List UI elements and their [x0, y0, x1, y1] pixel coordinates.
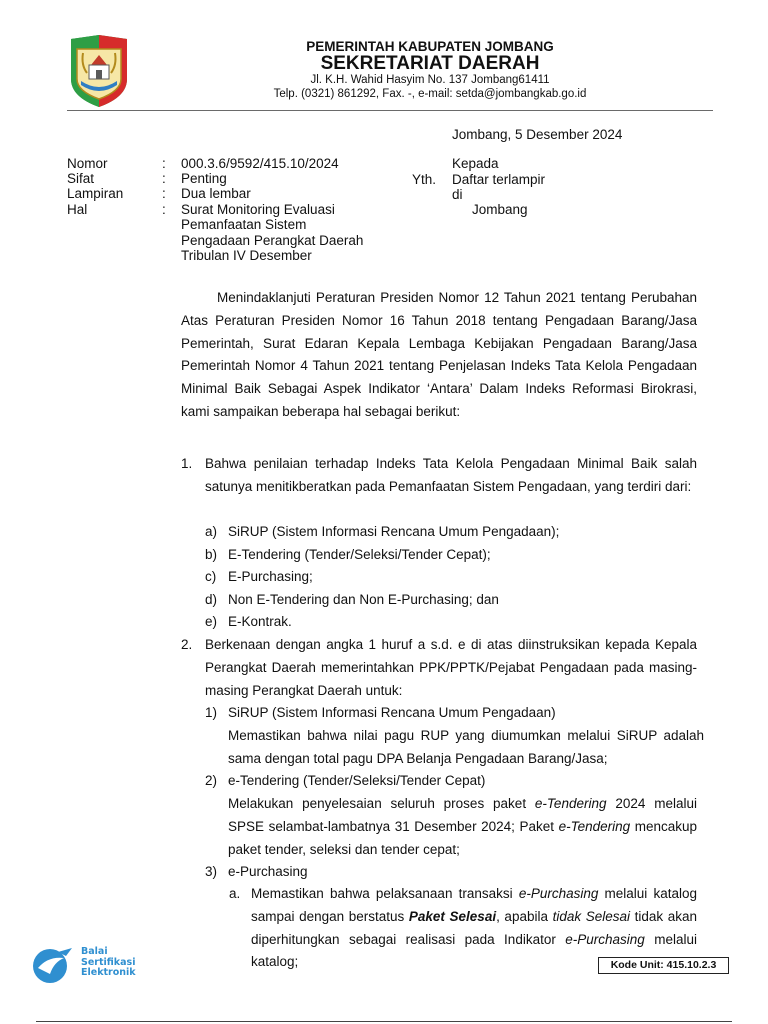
- text-run: melalui katalog sampai dengan berstatus: [251, 886, 697, 924]
- etendering-title: e-Tendering (Tender/Seleksi/Tender Cepat): [228, 773, 486, 788]
- etendering-text: [228, 793, 697, 861]
- text-run: Melakukan penyelesaian seluruh proses paket: [228, 796, 535, 811]
- text-run-italic: tidak Selesai: [552, 908, 630, 924]
- colon: :: [162, 202, 166, 217]
- list-item: SiRUP (Sistem Informasi Rencana Umum Pengadaan);: [228, 524, 560, 539]
- nomor-value: 000.3.6/9592/415.10/2024: [181, 156, 339, 171]
- bse-emblem-icon: [28, 944, 76, 984]
- epurchasing-title: e-Purchasing: [228, 864, 308, 879]
- text-run: , apabila: [496, 908, 553, 924]
- colon: :: [162, 186, 166, 201]
- jombang-regency-emblem: [67, 35, 131, 107]
- footer-divider: [36, 1021, 732, 1022]
- list-marker: a): [205, 524, 218, 539]
- lampiran-value: Dua lembar: [181, 186, 251, 201]
- hal-line: Pengadaan Perangkat Daerah: [181, 233, 364, 248]
- office-name: SEKRETARIAT DAERAH: [320, 53, 540, 74]
- hal-label: Hal: [67, 202, 88, 217]
- list-marker: b): [205, 547, 218, 562]
- colon: :: [162, 156, 166, 171]
- bse-wordmark: [81, 947, 136, 979]
- sub-marker: 1): [205, 705, 218, 720]
- recipient-city: Jombang: [472, 202, 528, 217]
- list-marker: c): [205, 569, 217, 584]
- bse-line: Elektronik: [81, 967, 136, 978]
- list-item: E-Tendering (Tender/Seleksi/Tender Cepat);: [228, 547, 491, 562]
- text-run-bold-italic: Paket Selesai: [408, 908, 497, 924]
- point-2-text: Berkenaan dengan angka 1 huruf a s.d. e di atas diinstruksikan kepada Kepala Perangkat Daerah memerintahkan PPK/PPTK/Pejabat Pengadaan pada masing-masing Perangkat Daerah untuk:: [205, 637, 697, 698]
- recipient: Daftar terlampir: [452, 172, 546, 187]
- government-name: PEMERINTAH KABUPATEN JOMBANG: [306, 39, 554, 54]
- text-run: 2024 melalui SPSE selambat-lambatnya 31 Desember 2024; Paket: [228, 796, 697, 834]
- text-run-italic: e-Purchasing: [565, 931, 645, 947]
- kepada-label: Kepada: [452, 156, 499, 171]
- bse-line: Balai: [81, 946, 108, 957]
- sirup-text: Memastikan bahwa nilai pagu RUP yang diumumkan melalui SiRUP adalah sama dengan total pagu DPA Belanja Pengadaan Barang/Jasa;: [228, 728, 704, 766]
- bse-line: Sertifikasi: [81, 956, 136, 968]
- list-marker: e): [205, 614, 218, 629]
- sub-marker: 3): [205, 864, 218, 879]
- text-run: tidak akan diperhitungkan sebagai realisasi pada Indikator: [251, 908, 697, 947]
- sirup-title: SiRUP (Sistem Informasi Rencana Umum Pengadaan): [228, 705, 556, 720]
- text-run: mencakup paket tender, seleksi dan tender cepat;: [228, 818, 697, 857]
- yth-label: Yth.: [412, 172, 437, 187]
- office-address: Jl. K.H. Wahid Hasyim No. 137 Jombang61411: [310, 74, 550, 86]
- hal-line: Surat Monitoring Evaluasi: [181, 202, 335, 217]
- point-1-number: 1.: [181, 456, 193, 471]
- sub-sub-marker: a.: [229, 886, 241, 901]
- text-run: Memastikan bahwa pelaksanaan transaksi: [251, 886, 519, 901]
- list-item: Non E-Tendering dan Non E-Purchasing; dan: [228, 592, 499, 607]
- lampiran-label: Lampiran: [67, 186, 124, 201]
- bse-logo: [28, 944, 158, 984]
- colon: :: [162, 171, 166, 186]
- letter-date: Jombang, 5 Desember 2024: [452, 127, 623, 142]
- opening-paragraph: Menindaklanjuti Peraturan Presiden Nomor 12 Tahun 2021 tentang Perubahan Atas Peraturan Presiden Nomor 16 Tahun 2018 tentang Pengadaan Barang/Jasa Pemerintah, Surat Edaran Kepala Lembaga Kebijakan Pengadaan Barang/Jasa Pemerintah Nomor 4 Tahun 2021 tentang Penjelasan Indeks Tata Kelola Pengadaan Minimal Baik Sebagai Aspek Indikator ‘Antara’ Dalam Indeks Reformasi Birokrasi, kami sampaikan beberapa hal sebagai berikut:: [181, 290, 697, 419]
- sifat-value: Penting: [181, 171, 227, 186]
- list-item: E-Kontrak.: [228, 614, 292, 629]
- sifat-label: Sifat: [67, 171, 95, 186]
- unit-code-box: Kode Unit: 415.10.2.3: [598, 957, 729, 974]
- point-2-number: 2.: [181, 637, 193, 652]
- text-run-italic: e-Tendering: [558, 818, 631, 834]
- hal-line: Tribulan IV Desember: [181, 248, 312, 263]
- office-contact: Telp. (0321) 861292, Fax. -, e-mail: setda@jombangkab.go.id: [273, 88, 587, 100]
- text-run-italic: e-Purchasing: [518, 886, 599, 901]
- letterhead-divider: [67, 110, 713, 111]
- di-label: di: [452, 187, 463, 202]
- text-run: melalui katalog;: [251, 931, 697, 970]
- list-marker: d): [205, 592, 218, 607]
- text-run-italic: e-Tendering: [534, 796, 607, 811]
- nomor-label: Nomor: [67, 156, 108, 171]
- list-item: E-Purchasing;: [228, 569, 313, 584]
- hal-line: Pemanfaatan Sistem: [181, 217, 307, 232]
- sub-marker: 2): [205, 773, 218, 788]
- point-1-text: Bahwa penilaian terhadap Indeks Tata Kelola Pengadaan Minimal Baik salah satunya menitikberatkan pada Pemanfaatan Sistem Pengadaan, yang terdiri dari:: [205, 456, 697, 494]
